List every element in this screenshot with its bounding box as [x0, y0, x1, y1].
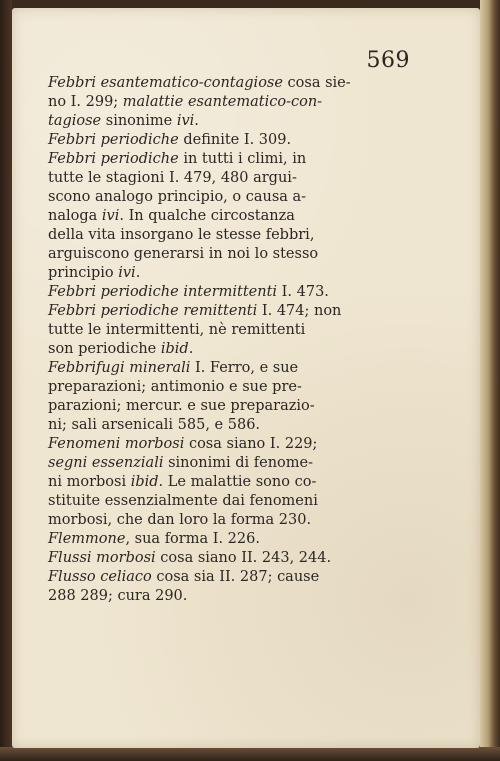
index-entry-line [48, 397, 456, 416]
entry-text: ni morbosi [48, 474, 131, 490]
index-entry-line [48, 321, 456, 340]
entry-text: , sua forma I. 226. [125, 531, 260, 547]
entry-text: I. 473. [277, 284, 329, 300]
italic-term: Fenomeni morbosi [48, 436, 185, 452]
entry-text: tutte le intermittenti, nè remittenti [48, 322, 306, 338]
index-entry-line [48, 302, 456, 321]
entry-text: morbosi, che dan loro la forma 230. [48, 512, 312, 528]
index-entry [48, 530, 456, 549]
book-binding-left [0, 0, 12, 761]
italic-term: Flemmone [48, 531, 126, 547]
book-page-edges-right [480, 0, 500, 761]
italic-term: segni essenziali [48, 455, 164, 471]
index-entry-line [48, 492, 456, 511]
entry-text: scono analogo principio, o causa a- [48, 189, 307, 205]
index-entry [48, 359, 456, 435]
italic-term: ivi [118, 265, 136, 281]
index-entry [48, 568, 456, 606]
entry-text: ni; sali arsenicali 585, e 586. [48, 417, 261, 433]
italic-term: ibid [130, 474, 159, 490]
entry-text: . In qualche circostanza [119, 208, 295, 224]
entry-text: tutte le stagioni I. 479, 480 argui- [48, 170, 297, 186]
index-entry-line [48, 169, 456, 188]
entry-text: stituite essenzialmente dai fenomeni [48, 493, 318, 509]
index-entry-line [48, 530, 456, 549]
index-entry-line [48, 587, 456, 606]
italic-term: malattie esantematico-con- [122, 94, 323, 110]
entry-text: I. 474; non [257, 303, 342, 319]
entry-text: cosa sia II. 287; cause [151, 569, 320, 585]
entry-text: son periodiche [48, 341, 161, 357]
italic-term: ibid [160, 341, 189, 357]
entry-text: no I. 299; [48, 94, 123, 110]
index-entry [48, 131, 456, 150]
index-entry-line [48, 416, 456, 435]
entry-text: . Le malattie sono co- [158, 474, 317, 490]
entry-text: definite I. 309. [178, 132, 292, 148]
italic-term: Febbri esantematico-contagiose [48, 75, 283, 91]
entry-text: 288 289; cura 290. [48, 588, 188, 604]
index-entry-line [48, 511, 456, 530]
index-entry-line [48, 340, 456, 359]
italic-term: Flussi morbosi [48, 550, 156, 566]
book-cover-bottom [0, 747, 500, 761]
index-entry-line [48, 359, 456, 378]
italic-term: ivi [101, 208, 120, 224]
index-entry-line [48, 549, 456, 568]
page-number: 569 [366, 48, 410, 73]
italic-term: Flusso celiaco [48, 569, 152, 585]
entry-text: della vita insorgano le stesse febbri, [48, 227, 315, 243]
index-entry [48, 74, 456, 131]
index-entry-line [48, 131, 456, 150]
italic-term: Febbri periodiche remittenti [48, 303, 258, 319]
index-entry-line [48, 283, 456, 302]
index-entry [48, 549, 456, 568]
index-entry-line [48, 226, 456, 245]
entry-text: sinonimi di fenome- [163, 455, 313, 471]
index-entry-line [48, 207, 456, 226]
index-entry [48, 283, 456, 302]
entry-text: . [194, 113, 199, 129]
index-entry-line [48, 264, 456, 283]
index-entry-line [48, 568, 456, 587]
italic-term: tagiose [48, 113, 102, 129]
entry-text: in tutti i climi, in [178, 151, 307, 167]
index-entry-line [48, 112, 456, 131]
index-entry-line [48, 435, 456, 454]
index-entry [48, 435, 456, 530]
entry-text: preparazioni; antimonio e sue pre- [48, 379, 302, 395]
book-page [12, 8, 480, 748]
entry-text: sinonime [101, 113, 177, 129]
entry-text: naloga [48, 208, 102, 224]
index-entry-line [48, 378, 456, 397]
entry-text: principio [48, 265, 119, 281]
entry-text: I. Ferro, e sue [190, 360, 299, 376]
entry-text: . [188, 341, 194, 357]
index-entry-line [48, 93, 456, 112]
italic-term: Febbri periodiche [48, 132, 179, 148]
index-entry-line [48, 188, 456, 207]
index-entry-line [48, 245, 456, 264]
entry-text: cosa siano II. 243, 244. [155, 550, 332, 566]
index-entry-line [48, 473, 456, 492]
index-entry-line [48, 150, 456, 169]
index-entry-line [48, 74, 456, 93]
entry-text: parazioni; mercur. e sue preparazio- [48, 398, 315, 414]
italic-term: Febbrifugi minerali [48, 360, 191, 376]
index-entries [48, 74, 456, 606]
index-entry [48, 302, 456, 359]
italic-term: Febbri periodiche [48, 151, 179, 167]
entry-text: . [135, 265, 141, 281]
italic-term: Febbri periodiche intermittenti [48, 284, 278, 300]
italic-term: ivi [176, 113, 195, 129]
index-entry-line [48, 454, 456, 473]
index-entry [48, 150, 456, 283]
entry-text: arguiscono generarsi in noi lo stesso [48, 246, 319, 262]
entry-text: cosa sie- [282, 75, 351, 91]
entry-text: cosa siano I. 229; [184, 436, 318, 452]
